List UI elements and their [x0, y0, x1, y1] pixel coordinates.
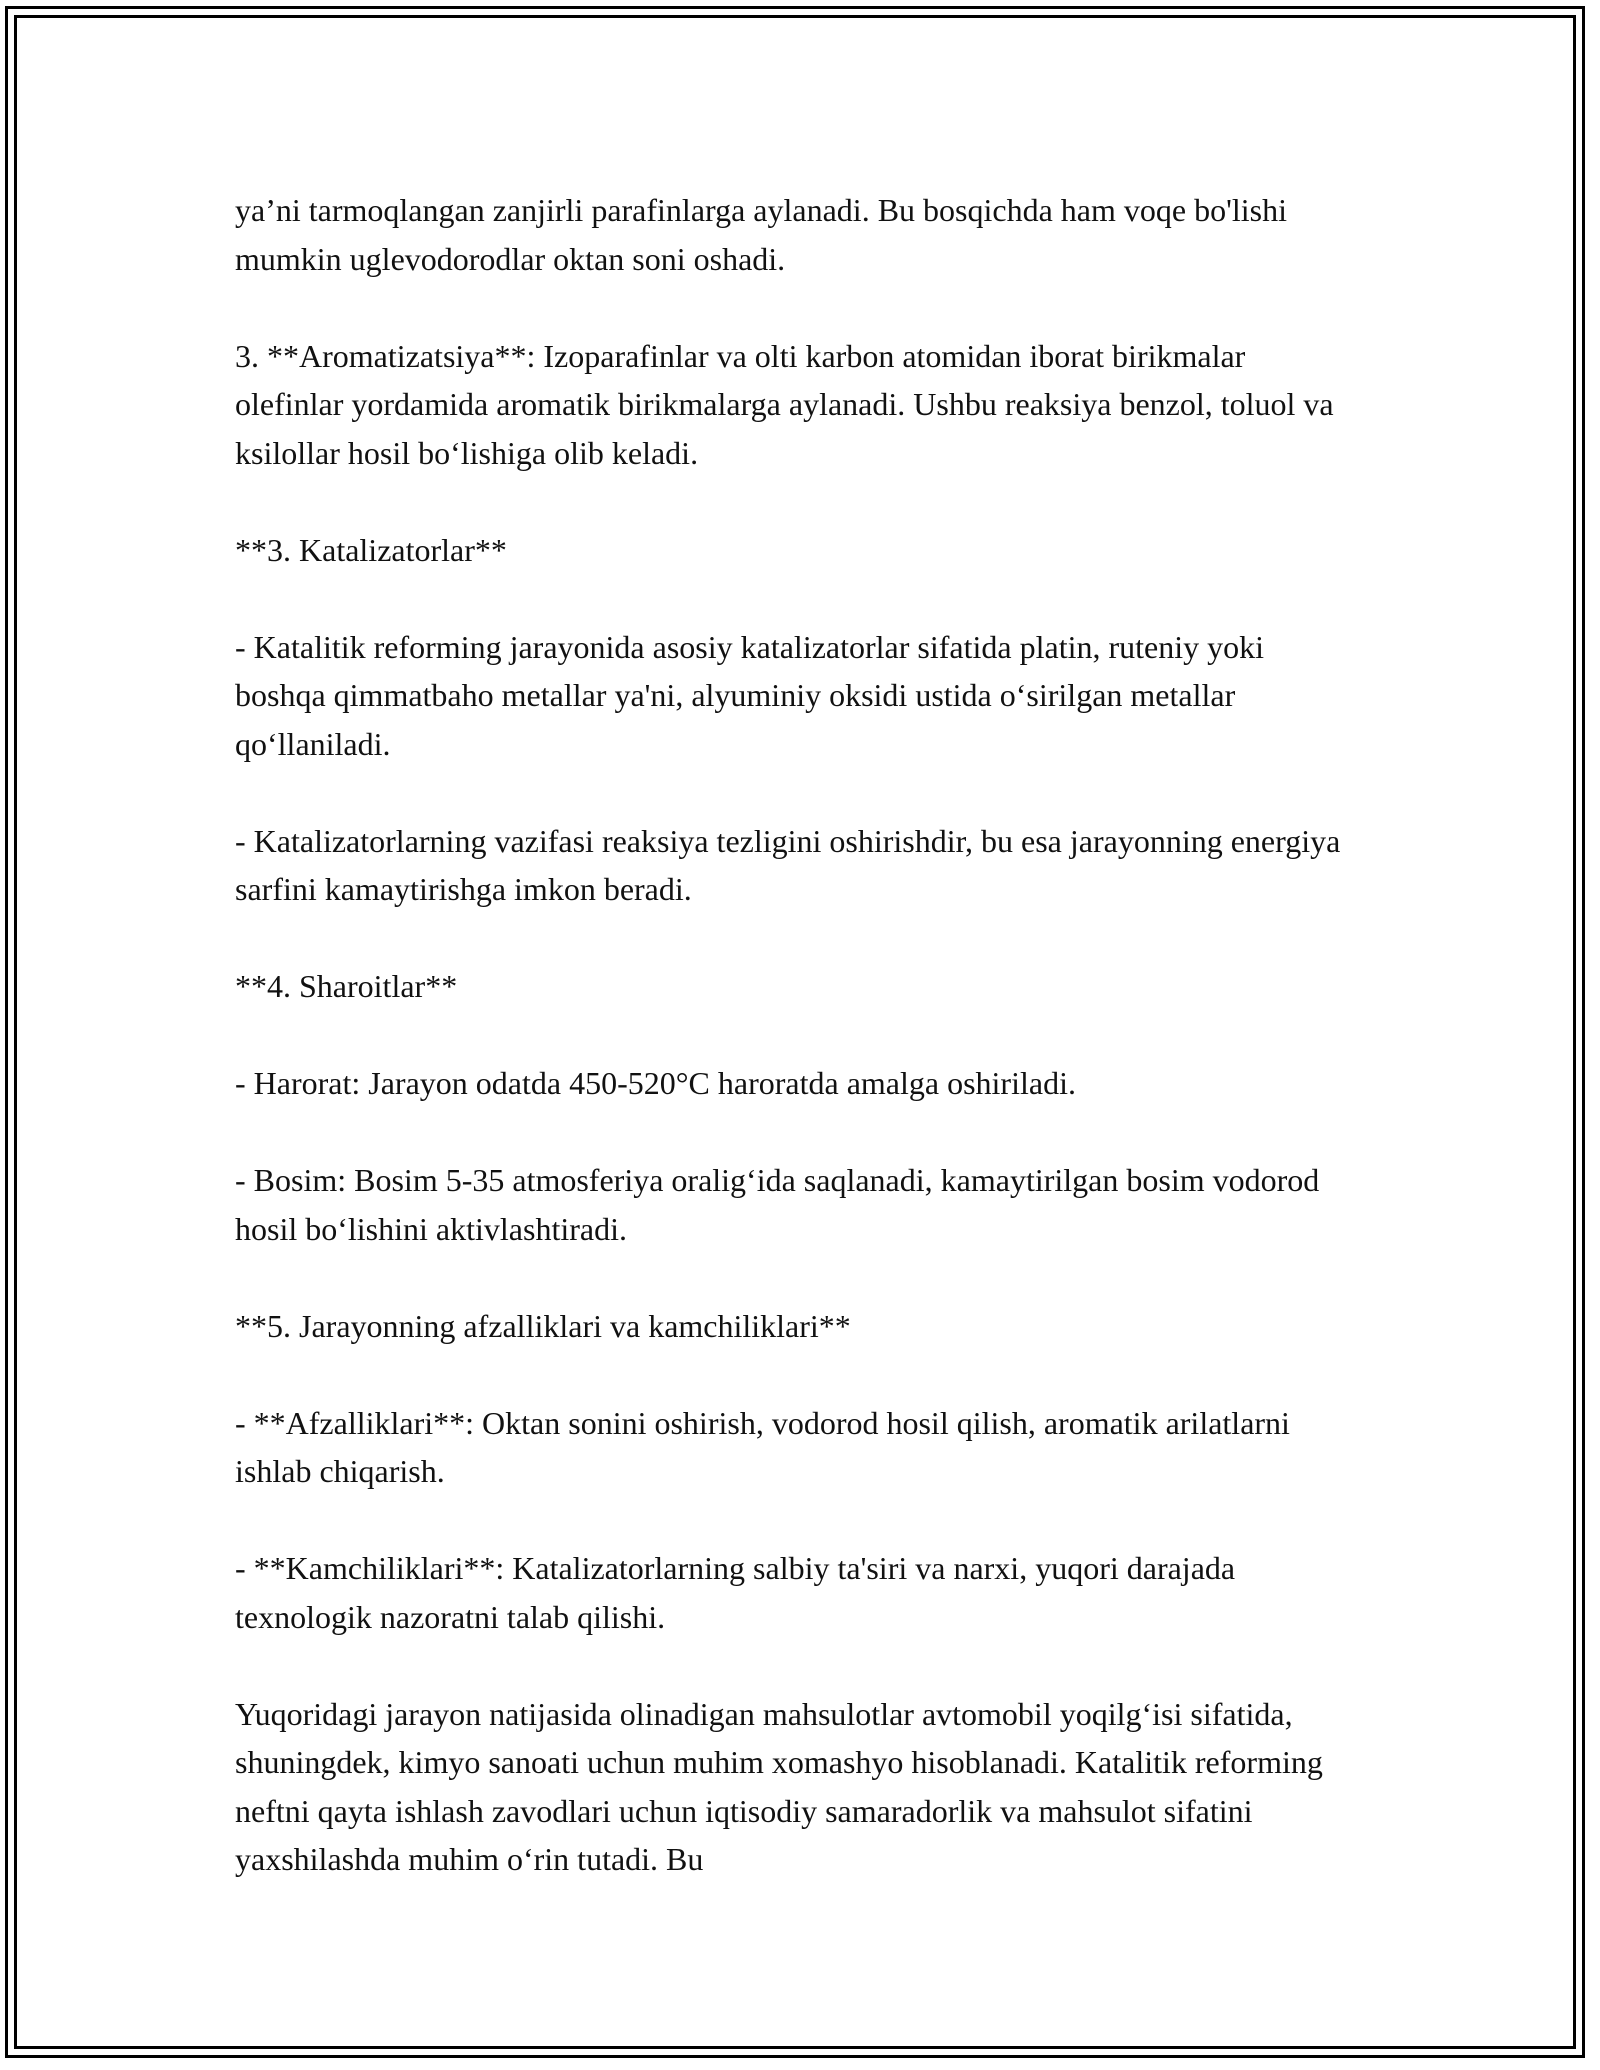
paragraph-katalizator-vazifasi: - Katalizatorlarning vazifasi reaksiya tezligini oshirishdir, bu esa jarayonning energiya sarfini kamaytirishga imkon beradi. — [235, 822, 1341, 907]
paragraph-intro-continuation: ya’ni tarmoqlangan zanjirli parafinlarga aylanadi. Bu bosqichda ham voqe bo'lishi mumkin uglevodorodlar oktan soni oshadi. — [235, 192, 1287, 277]
heading-sharoitlar: **4. Sharoitlar** — [235, 968, 458, 1004]
document-body — [235, 186, 1355, 1884]
heading-katalizatorlar: **3. Katalizatorlar** — [235, 531, 507, 568]
heading-afzalliklar-kamchiliklar: **5. Jarayonning afzalliklari va kamchiliklari** — [235, 1307, 851, 1344]
paragraph-harorat: - Harorat: Jarayon odatda 450-520°C haroratda amalga oshiriladi. — [235, 1065, 1076, 1101]
paragraph-kamchiliklari: - **Kamchiliklari**: Katalizatorlarning salbiy ta'siri va narxi, yuqori darajada texnologik nazoratni talab qilishi. — [235, 1550, 1236, 1635]
paragraph-katalizator-metallar: - Katalitik reforming jarayonida asosiy katalizatorlar sifatida platin, ruteniy yoki boshqa qimmatbaho metallar ya'ni, alyuminiy oksidi ustida o‘sirilgan metallar qo‘llaniladi. — [235, 628, 1264, 762]
paragraph-aromatizatsiya: 3. **Aromatizatsiya**: Izoparafinlar va olti karbon atomidan iborat birikmalar olefinlar yordamida aromatik birikmalarga aylanadi. Ushbu reaksiya benzol, toluol va ksilollar hosil bo‘lishiga olib keladi. — [235, 337, 1334, 471]
paragraph-bosim: - Bosim: Bosim 5-35 atmosferiya oralig‘ida saqlanadi, kamaytirilgan bosim vodorod hosil bo‘lishini aktivlashtiradi. — [235, 1162, 1320, 1247]
paragraph-conclusion: Yuqoridagi jarayon natijasida olinadigan mahsulotlar avtomobil yoqilg‘isi sifatida, shuningdek, kimyo sanoati uchun muhim xomashyo hisoblanadi. Katalitik reforming neftni qayta ishlash zavodlari uchun iqtisodiy samaradorlik va mahsulot sifatini yaxshilashda muhim o‘rin tutadi. Bu — [235, 1695, 1323, 1877]
paragraph-afzalliklari: - **Afzalliklari**: Oktan sonini oshirish, vodorod hosil qilish, aromatik arilatlarni ishlab chiqarish. — [235, 1404, 1290, 1489]
